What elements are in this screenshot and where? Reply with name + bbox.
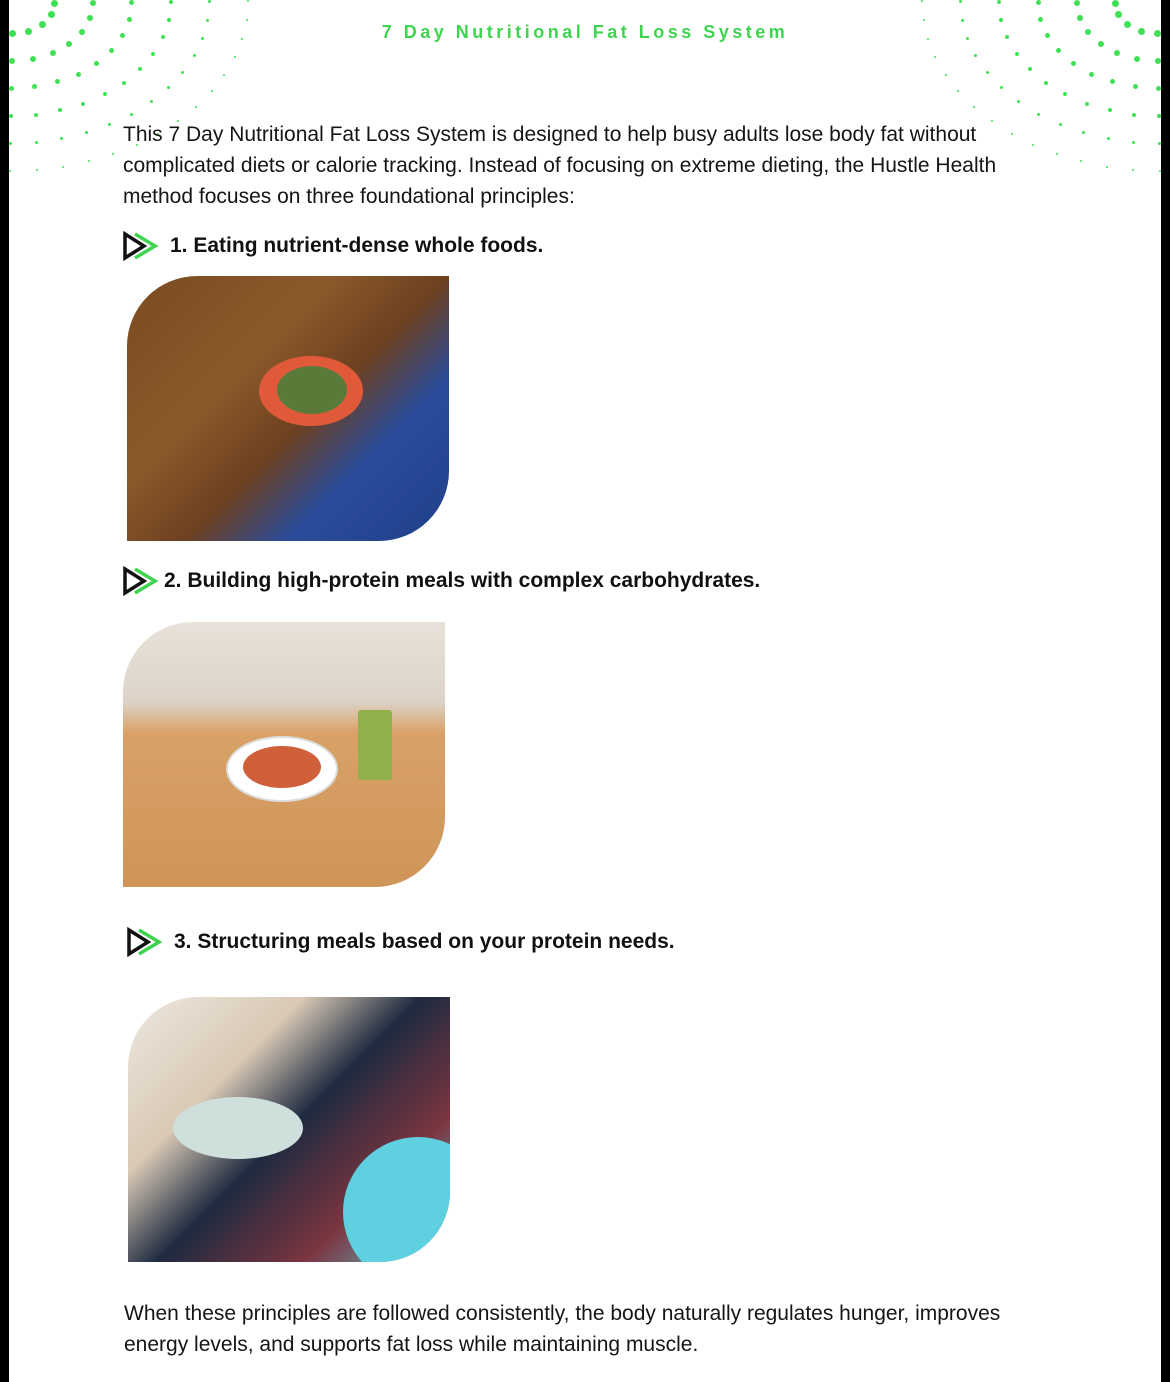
salad bbox=[277, 366, 347, 414]
decorative-dot bbox=[1158, 142, 1161, 145]
decorative-dot bbox=[112, 153, 114, 155]
decorative-dot bbox=[32, 84, 37, 89]
decorative-dot bbox=[9, 86, 14, 91]
decorative-dot bbox=[9, 114, 13, 118]
decorative-dot bbox=[1110, 79, 1115, 84]
decorative-dot bbox=[130, 113, 133, 116]
decorative-dot bbox=[1056, 48, 1061, 53]
decorative-dot bbox=[76, 72, 81, 77]
decorative-dot bbox=[34, 113, 38, 117]
decorative-dot bbox=[35, 141, 38, 144]
decorative-dot bbox=[986, 71, 989, 74]
fitness-ball bbox=[343, 1137, 450, 1262]
decorative-dot bbox=[151, 52, 155, 56]
decorative-dot bbox=[51, 0, 58, 7]
closing-paragraph: When these principles are followed consistently, the body naturally regulates hunger, improves energy levels, and supports fat loss while maintaining muscle. bbox=[124, 1302, 1001, 1356]
decorative-dot bbox=[934, 56, 936, 58]
decorative-dot bbox=[129, 0, 134, 5]
decorative-dot bbox=[1159, 170, 1161, 172]
decorative-dot bbox=[87, 15, 93, 21]
decorative-dot bbox=[1028, 67, 1032, 71]
decorative-dot bbox=[195, 106, 197, 108]
decorative-dot bbox=[1132, 141, 1135, 144]
decorative-dot bbox=[181, 71, 184, 74]
salad-bowl bbox=[173, 1097, 303, 1159]
decorative-dot bbox=[1000, 86, 1003, 89]
decorative-dot bbox=[1156, 86, 1161, 91]
decorative-dot bbox=[1085, 102, 1089, 106]
principle-1 bbox=[122, 231, 543, 261]
decorative-dot bbox=[62, 166, 64, 168]
decorative-dot bbox=[1155, 58, 1161, 64]
decorative-dot bbox=[1059, 123, 1062, 126]
decorative-dot bbox=[108, 123, 111, 126]
decorative-dot bbox=[211, 90, 213, 92]
decorative-dot bbox=[1017, 100, 1020, 103]
decorative-dot bbox=[1106, 166, 1108, 168]
decorative-dot bbox=[1134, 56, 1140, 62]
decorative-dot bbox=[169, 0, 173, 4]
decorative-dot bbox=[138, 67, 142, 71]
decorative-dot bbox=[48, 11, 55, 18]
decorative-dot bbox=[193, 54, 196, 57]
decorative-dot bbox=[959, 0, 962, 3]
decorative-dot bbox=[1036, 0, 1041, 5]
decorative-dot bbox=[1056, 153, 1058, 155]
principle-label: 1. Eating nutrient-dense whole foods. bbox=[170, 234, 544, 257]
decorative-dot bbox=[973, 106, 975, 108]
decorative-dot bbox=[60, 137, 63, 140]
decorative-dot bbox=[150, 100, 153, 103]
decorative-dot bbox=[974, 54, 977, 57]
decorative-dot bbox=[1132, 113, 1136, 117]
decorative-dot bbox=[30, 56, 36, 62]
decorative-dot bbox=[1114, 50, 1120, 56]
decorative-dot bbox=[1132, 169, 1134, 171]
principle-2 bbox=[122, 566, 760, 596]
decorative-dot bbox=[234, 56, 236, 58]
decorative-dot bbox=[247, 0, 249, 2]
decorative-dot bbox=[1089, 72, 1094, 77]
decorative-dot bbox=[85, 131, 88, 134]
decorative-dot bbox=[1074, 0, 1080, 6]
decorative-dot bbox=[945, 74, 947, 76]
decorative-dot bbox=[167, 86, 170, 89]
decorative-dot bbox=[94, 61, 99, 66]
play-arrow-icon bbox=[122, 566, 160, 596]
photo-man-eating-salad bbox=[127, 276, 449, 541]
principle-3 bbox=[126, 927, 675, 957]
decorative-dot bbox=[9, 58, 15, 64]
decorative-dot bbox=[90, 0, 96, 6]
decorative-dot bbox=[1037, 113, 1040, 116]
decorative-dot bbox=[58, 108, 62, 112]
decorative-dot bbox=[1112, 0, 1119, 7]
decorative-dot bbox=[223, 74, 225, 76]
decorative-dot bbox=[208, 0, 211, 3]
decorative-dot bbox=[1157, 114, 1161, 118]
decorative-dot bbox=[109, 48, 114, 53]
decorative-dot bbox=[1015, 52, 1019, 56]
intro-paragraph: This 7 Day Nutritional Fat Loss System is designed to help busy adults lose body fat without complicated diets or calorie tracking. Instead of focusing on extreme dieting, the Hustle Health method focuses on three foundational principles: bbox=[123, 123, 997, 208]
decorative-dot bbox=[1115, 11, 1122, 18]
green-juice-glass bbox=[358, 710, 392, 780]
decorative-dot bbox=[36, 169, 38, 171]
decorative-dot bbox=[1107, 137, 1110, 140]
decorative-dot bbox=[921, 0, 923, 2]
photo-woman-with-bowl-fitness-ball bbox=[128, 997, 450, 1262]
decorative-dot bbox=[1133, 84, 1138, 89]
decorative-dot bbox=[923, 19, 925, 21]
decorative-dot bbox=[1063, 92, 1067, 96]
principle-label: 3. Structuring meals based on your protein needs. bbox=[174, 930, 675, 953]
decorative-dot bbox=[246, 19, 248, 21]
decorative-dot bbox=[55, 79, 60, 84]
decorative-dot bbox=[957, 90, 959, 92]
page-header-title: 7 Day Nutritional Fat Loss System bbox=[381, 22, 789, 42]
decorative-dot bbox=[1077, 15, 1083, 21]
document-page bbox=[9, 0, 1161, 1382]
photo-woman-eating-bowl bbox=[123, 622, 445, 887]
decorative-dot bbox=[1044, 81, 1048, 85]
play-arrow-icon bbox=[126, 927, 164, 957]
decorative-dot bbox=[9, 170, 11, 172]
decorative-dot bbox=[81, 102, 85, 106]
decorative-dot bbox=[88, 160, 90, 162]
decorative-dot bbox=[1082, 131, 1085, 134]
decorative-dot bbox=[50, 50, 56, 56]
decorative-dot bbox=[9, 142, 12, 145]
salad bbox=[243, 746, 321, 788]
decorative-dot bbox=[1108, 108, 1112, 112]
play-arrow-icon bbox=[122, 231, 160, 261]
decorative-dot bbox=[1071, 61, 1076, 66]
decorative-dot bbox=[1080, 160, 1082, 162]
decorative-dot bbox=[122, 81, 126, 85]
decorative-dot bbox=[997, 0, 1001, 4]
principle-label: 2. Building high-protein meals with complex carbohydrates. bbox=[164, 569, 761, 592]
decorative-dot bbox=[103, 92, 107, 96]
